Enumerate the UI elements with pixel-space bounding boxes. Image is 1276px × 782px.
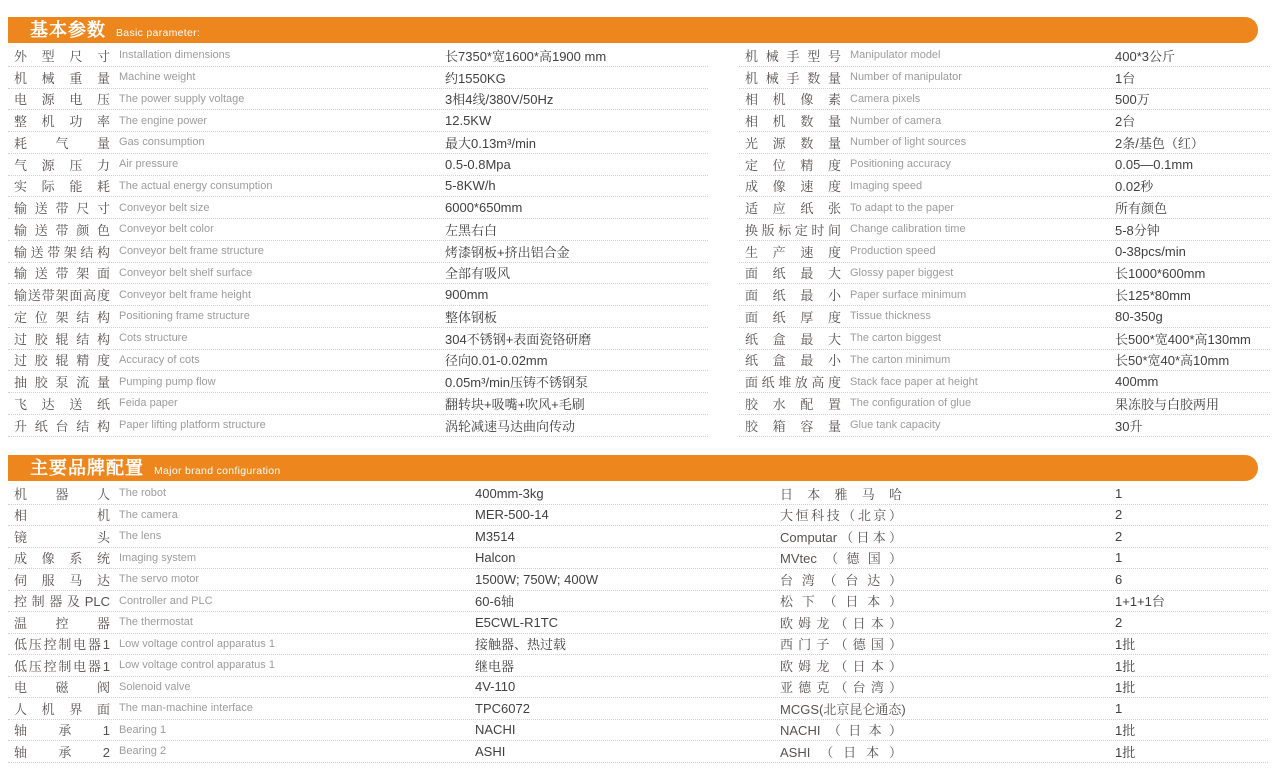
component-brand: 日本雅马哈 — [780, 486, 902, 502]
param-name-en: Installation dimensions — [119, 49, 231, 62]
component-name-en: The man-machine interface — [119, 702, 253, 715]
param-name-cn: 飞达送纸 — [14, 396, 110, 412]
param-name-cn: 机械手型号 — [745, 48, 841, 64]
table-row — [739, 263, 1270, 285]
table-row — [739, 328, 1270, 350]
component-name-cn: 成像系统 — [14, 551, 110, 567]
component-brand: 西门子（德国） — [780, 637, 902, 653]
param-name-cn: 生产速度 — [745, 244, 841, 260]
param-name-en: Conveyor belt frame height — [119, 288, 252, 301]
param-name-en: Cots structure — [119, 332, 188, 345]
param-name-en: Stack face paper at height — [850, 375, 978, 388]
param-name-cn: 相机像素 — [745, 92, 841, 108]
param-name-cn: 面纸厚度 — [745, 309, 841, 325]
param-name-en: Manipulator model — [850, 49, 941, 62]
component-name-cn: 轴承2 — [14, 744, 110, 760]
param-name-cn: 面纸最大 — [745, 266, 841, 282]
section-title-en: Major brand configuration — [154, 465, 281, 477]
param-name-en: The actual energy consumption — [119, 179, 273, 192]
param-value: 1台 — [1115, 70, 1136, 86]
table-row — [739, 89, 1270, 111]
component-qty: 2 — [1115, 614, 1123, 630]
param-value: 最大0.13m³/min — [445, 135, 537, 151]
param-name-en: Machine weight — [119, 71, 196, 84]
param-name-en: Number of light sources — [850, 136, 967, 149]
table-row — [8, 350, 708, 372]
component-name-en: The lens — [119, 530, 162, 543]
param-name-en: Conveyor belt color — [119, 223, 214, 236]
param-name-en: Pumping pump flow — [119, 375, 216, 388]
table-row — [8, 89, 708, 111]
component-model: 接触器、热过载 — [475, 637, 567, 653]
component-name-cn: 电磁阀 — [14, 680, 110, 696]
param-name-cn: 相机数量 — [745, 114, 841, 130]
param-value: 0.02秒 — [1115, 179, 1154, 195]
param-name-en: Gas consumption — [119, 136, 205, 149]
component-model: TPC6072 — [475, 700, 530, 716]
param-value: 3相4线/380V/50Hz — [445, 92, 554, 108]
param-name-cn: 纸盒最大 — [745, 331, 841, 347]
component-qty: 1批 — [1115, 658, 1136, 674]
param-name-en: The engine power — [119, 114, 208, 127]
component-qty: 1+1+1台 — [1115, 594, 1165, 610]
table-row — [739, 415, 1270, 437]
table-row — [739, 371, 1270, 393]
basic-parameters-left-column — [8, 45, 708, 437]
component-model: 60-6轴 — [475, 594, 515, 610]
table-row — [8, 569, 1268, 591]
component-brand: 大恒科技（北京） — [780, 508, 902, 524]
component-name-en: Controller and PLC — [119, 594, 213, 607]
param-value: 5-8分钟 — [1115, 222, 1160, 238]
param-value: 果冻胶与白胶两用 — [1115, 396, 1220, 412]
param-name-en: Paper lifting platform structure — [119, 419, 266, 432]
component-name-cn: 伺服马达 — [14, 572, 110, 588]
param-name-cn: 定位架结构 — [14, 309, 110, 325]
param-value: 500万 — [1115, 92, 1150, 108]
table-row — [8, 720, 1268, 742]
param-name-cn: 气源压力 — [14, 157, 110, 173]
component-brand: 欧姆龙（日本） — [780, 658, 902, 674]
component-model: 4V-110 — [475, 679, 516, 695]
table-row — [8, 677, 1268, 699]
param-value: 5-8KW/h — [445, 178, 496, 194]
table-row — [739, 197, 1270, 219]
table-row — [739, 176, 1270, 198]
basic-parameters-table — [8, 45, 1268, 437]
table-row — [8, 241, 708, 263]
table-row — [739, 284, 1270, 306]
component-name-cn: 控制器及PLC — [14, 594, 110, 610]
table-row — [739, 393, 1270, 415]
table-row — [739, 241, 1270, 263]
component-model: 1500W; 750W; 400W — [475, 571, 599, 587]
param-name-en: Accuracy of cots — [119, 353, 200, 366]
param-value: 6000*650mm — [445, 200, 523, 216]
component-name-cn: 轴承1 — [14, 723, 110, 739]
param-value: 约1550KG — [445, 70, 506, 86]
table-row — [8, 393, 708, 415]
component-brand: Computar（日本） — [780, 529, 902, 545]
table-row — [8, 698, 1268, 720]
component-name-en: Solenoid valve — [119, 680, 191, 693]
param-value: 400*3公斤 — [1115, 48, 1175, 64]
param-name-en: Imaging speed — [850, 179, 923, 192]
component-name-en: The camera — [119, 508, 178, 521]
component-name-cn: 温控器 — [14, 615, 110, 631]
param-name-en: The carton minimum — [850, 353, 951, 366]
param-value: 烤漆钢板+挤出铝合金 — [445, 244, 570, 260]
param-value: 400mm — [1115, 374, 1159, 390]
table-row — [8, 67, 708, 89]
table-row — [739, 132, 1270, 154]
param-name-en: Glue tank capacity — [850, 419, 941, 432]
param-value: 全部有吸风 — [445, 266, 511, 282]
table-row — [8, 634, 1268, 656]
table-row — [739, 350, 1270, 372]
table-row — [8, 219, 708, 241]
param-name-cn: 面纸最小 — [745, 288, 841, 304]
table-row — [8, 110, 708, 132]
param-value: 2台 — [1115, 114, 1136, 130]
component-qty: 1批 — [1115, 723, 1136, 739]
param-name-en: Glossy paper biggest — [850, 266, 954, 279]
param-name-cn: 适应纸张 — [745, 201, 841, 217]
param-name-en: Paper surface minimum — [850, 288, 967, 301]
component-model: M3514 — [475, 528, 515, 544]
table-row — [739, 306, 1270, 328]
param-name-en: To adapt to the paper — [850, 201, 954, 214]
param-name-cn: 面纸堆放高度 — [745, 375, 841, 391]
component-brand: MVtec（德国） — [780, 551, 902, 567]
component-qty: 6 — [1115, 571, 1123, 587]
table-row — [8, 655, 1268, 677]
param-name-cn: 抽胶泵流量 — [14, 375, 110, 391]
param-value: 0.05—0.1mm — [1115, 156, 1194, 172]
table-row — [8, 741, 1268, 763]
component-name-en: Imaging system — [119, 551, 197, 564]
param-name-cn: 输送带架结构 — [14, 244, 110, 260]
component-qty: 2 — [1115, 528, 1123, 544]
param-name-en: Number of manipulator — [850, 71, 962, 84]
component-name-en: Low voltage control apparatus 1 — [119, 637, 275, 650]
table-row — [8, 548, 1268, 570]
table-row — [8, 132, 708, 154]
table-row — [8, 328, 708, 350]
component-model: ASHI — [475, 743, 506, 759]
component-brand: 亚德克（台湾） — [780, 680, 902, 696]
param-name-cn: 胶箱容量 — [745, 418, 841, 434]
param-name-cn: 输送带架面高度 — [14, 288, 110, 304]
param-name-cn: 整机功率 — [14, 114, 110, 130]
param-name-cn: 输送带尺寸 — [14, 201, 110, 217]
param-value: 0.05m³/min压铸不锈钢泵 — [445, 375, 589, 391]
component-qty: 1批 — [1115, 637, 1136, 653]
brand-configuration-table — [8, 483, 1268, 763]
section-header-basic-parameters — [8, 17, 1258, 43]
component-brand: 欧姆龙（日本） — [780, 615, 902, 631]
param-value: 12.5KW — [445, 113, 492, 129]
table-row — [8, 45, 708, 67]
table-row — [8, 371, 708, 393]
param-name-cn: 换版标定时间 — [745, 222, 841, 238]
component-qty: 1 — [1115, 700, 1123, 716]
param-value: 0.5-0.8Mpa — [445, 156, 511, 172]
component-name-cn: 相机 — [14, 508, 110, 524]
param-name-en: Air pressure — [119, 158, 179, 171]
param-value: 长7350*宽1600*高1900 mm — [445, 48, 607, 64]
param-name-en: Conveyor belt shelf surface — [119, 266, 253, 279]
component-name-en: Bearing 2 — [119, 745, 167, 758]
component-name-cn: 低压控制电器1 — [14, 658, 110, 674]
component-brand: 台湾（台达） — [780, 572, 902, 588]
param-value: 长50*宽40*高10mm — [1115, 353, 1230, 369]
param-value: 30升 — [1115, 418, 1143, 434]
param-name-en: The power supply voltage — [119, 92, 245, 105]
component-qty: 1 — [1115, 550, 1123, 566]
section-title-cn: 主要品牌配置 — [30, 458, 144, 478]
component-model: 400mm-3kg — [475, 485, 544, 501]
table-row — [8, 176, 708, 198]
param-name-cn: 胶水配置 — [745, 396, 841, 412]
section-title-cn: 基本参数 — [30, 20, 106, 40]
component-name-en: The robot — [119, 487, 167, 500]
param-name-en: Conveyor belt size — [119, 201, 210, 214]
param-value: 0-38pcs/min — [1115, 243, 1186, 259]
param-value: 80-350g — [1115, 308, 1163, 324]
param-name-cn: 光源数量 — [745, 135, 841, 151]
param-name-cn: 耗气量 — [14, 135, 110, 151]
table-row — [739, 45, 1270, 67]
component-name-cn: 机器人 — [14, 486, 110, 502]
component-brand: 松下（日本） — [780, 594, 902, 610]
component-name-en: Low voltage control apparatus 1 — [119, 659, 275, 672]
param-value: 900mm — [445, 287, 489, 303]
param-name-en: Feida paper — [119, 397, 178, 410]
param-name-cn: 实际能耗 — [14, 179, 110, 195]
component-name-cn: 镜头 — [14, 529, 110, 545]
param-name-en: The configuration of glue — [850, 397, 972, 410]
param-name-en: Positioning accuracy — [850, 158, 951, 171]
table-row — [8, 483, 1268, 505]
component-qty: 1 — [1115, 485, 1123, 501]
component-model: MER-500-14 — [475, 507, 549, 523]
param-name-cn: 升纸台结构 — [14, 418, 110, 434]
param-name-cn: 输送带颜色 — [14, 222, 110, 238]
param-name-cn: 输送带架面 — [14, 266, 110, 282]
param-name-cn: 机械手数量 — [745, 70, 841, 86]
param-name-cn: 过胶辊结构 — [14, 331, 110, 347]
table-row — [8, 197, 708, 219]
param-name-en: Number of camera — [850, 114, 942, 127]
param-name-en: Change calibration time — [850, 223, 966, 236]
component-qty: 1批 — [1115, 680, 1136, 696]
table-row — [8, 154, 708, 176]
table-row — [8, 263, 708, 285]
param-value: 翻转块+吸嘴+吹风+毛刷 — [445, 396, 585, 412]
component-name-en: The servo motor — [119, 573, 200, 586]
param-value: 左黑右白 — [445, 222, 498, 238]
basic-parameters-right-column — [739, 45, 1270, 437]
component-brand: ASHI（日本） — [780, 744, 902, 760]
param-value: 整体钢板 — [445, 309, 498, 325]
param-name-cn: 成像速度 — [745, 179, 841, 195]
param-name-en: Positioning frame structure — [119, 310, 250, 323]
table-row — [739, 110, 1270, 132]
param-value: 涡轮减速马达曲向传动 — [445, 418, 576, 434]
param-name-cn: 定位精度 — [745, 157, 841, 173]
table-row — [8, 284, 708, 306]
component-qty: 1批 — [1115, 744, 1136, 760]
param-value: 304不锈钢+表面瓷铬研磨 — [445, 331, 592, 347]
table-row — [8, 526, 1268, 548]
param-name-en: Tissue thickness — [850, 310, 931, 323]
component-model: E5CWL-R1TC — [475, 614, 559, 630]
param-name-en: Conveyor belt frame structure — [119, 245, 264, 258]
param-value: 径向0.01-0.02mm — [445, 353, 548, 369]
param-name-en: Camera pixels — [850, 92, 921, 105]
table-row — [739, 219, 1270, 241]
param-name-cn: 纸盒最小 — [745, 353, 841, 369]
table-row — [8, 415, 708, 437]
param-value: 长500*宽400*高130mm — [1115, 331, 1251, 347]
component-name-cn: 低压控制电器1 — [14, 637, 110, 653]
section-title-en: Basic parameter: — [116, 27, 201, 39]
component-model: NACHI — [475, 722, 516, 738]
component-brand: NACHI（日本） — [780, 723, 902, 739]
table-row — [8, 505, 1268, 527]
section-header-brand-configuration — [8, 455, 1258, 481]
param-value: 长125*80mm — [1115, 288, 1191, 304]
param-name-cn: 电源电压 — [14, 92, 110, 108]
component-name-cn: 人机界面 — [14, 701, 110, 717]
param-value: 2条/基色（红） — [1115, 135, 1204, 151]
component-name-en: Bearing 1 — [119, 723, 167, 736]
table-row — [739, 154, 1270, 176]
param-value: 所有颜色 — [1115, 201, 1168, 217]
table-row — [8, 591, 1268, 613]
param-name-cn: 机械重量 — [14, 70, 110, 86]
component-brand: MCGS(北京昆仑通态) — [780, 701, 906, 717]
param-name-en: The carton biggest — [850, 332, 942, 345]
param-name-en: Production speed — [850, 245, 936, 258]
table-row — [739, 67, 1270, 89]
table-row — [8, 612, 1268, 634]
component-qty: 2 — [1115, 507, 1123, 523]
component-model: Halcon — [475, 550, 516, 566]
component-model: 继电器 — [475, 658, 515, 674]
param-value: 长1000*600mm — [1115, 266, 1206, 282]
param-name-cn: 外型尺寸 — [14, 48, 110, 64]
table-row — [8, 306, 708, 328]
param-name-cn: 过胶辊精度 — [14, 353, 110, 369]
component-name-en: The thermostat — [119, 616, 193, 629]
